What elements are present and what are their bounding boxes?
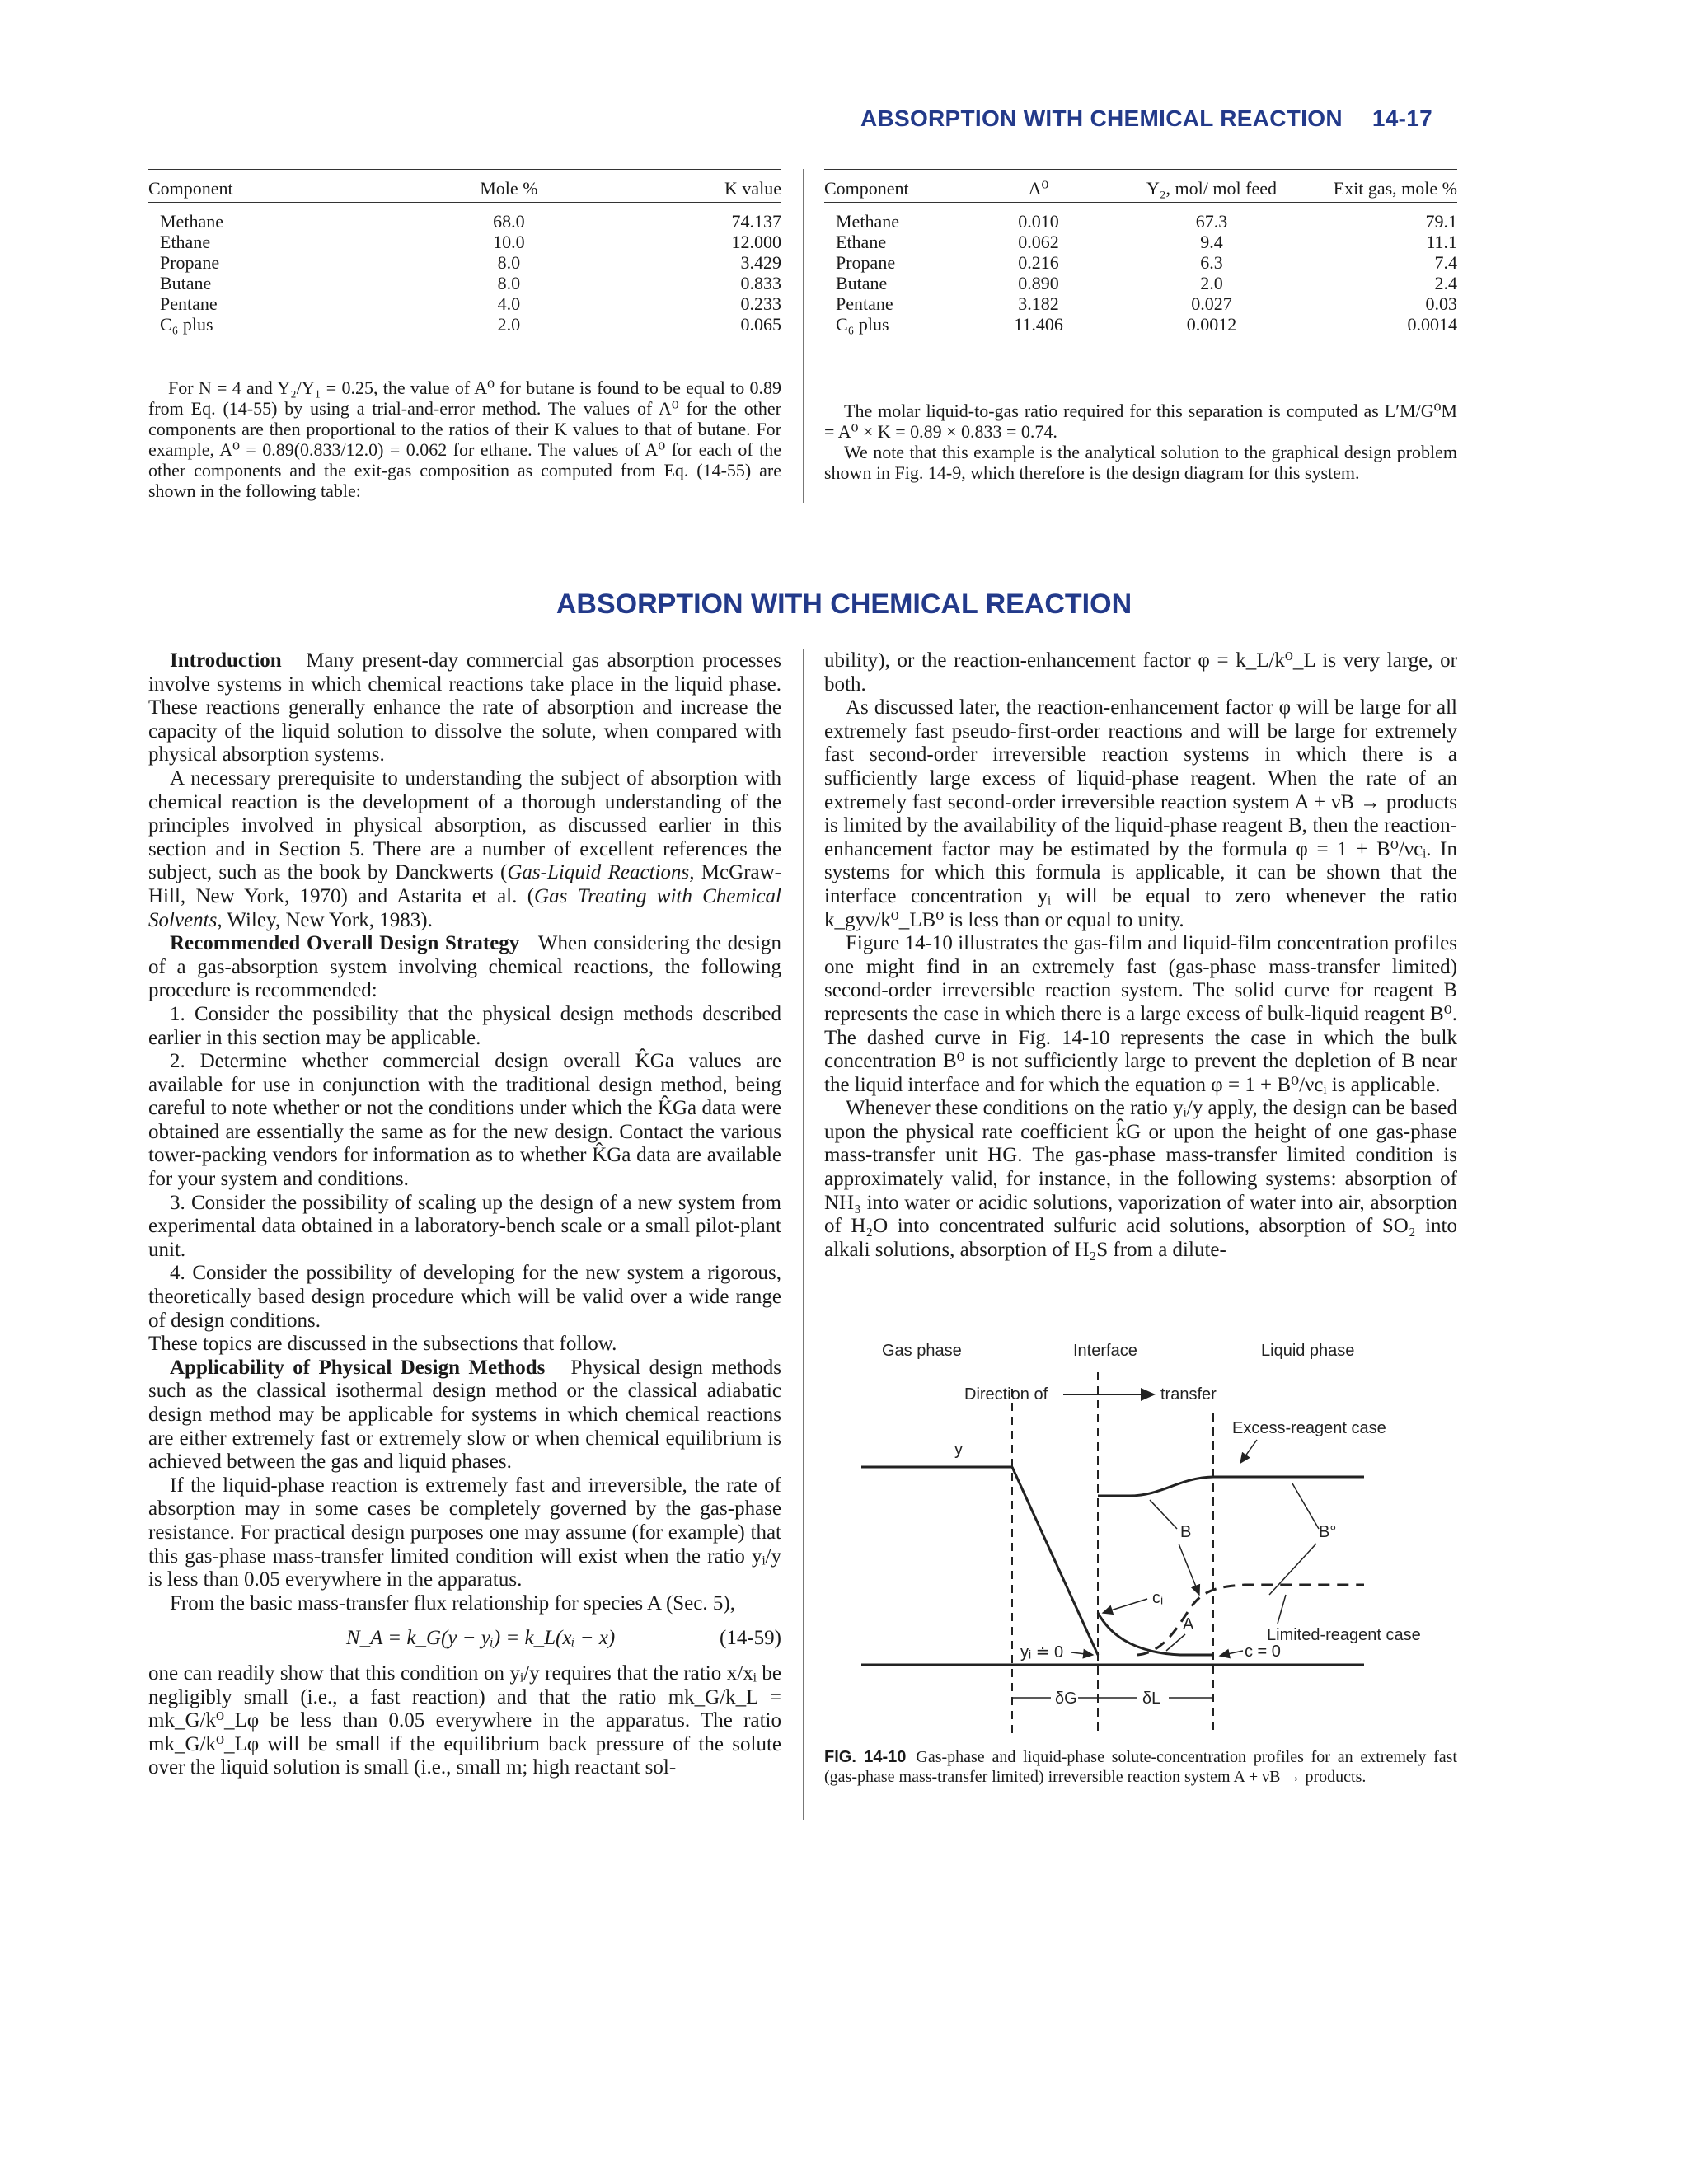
table-cell: 0.890 bbox=[1018, 273, 1059, 293]
table-header: K value bbox=[601, 170, 781, 203]
table-cell: 0.065 bbox=[601, 314, 781, 340]
applicability-paragraph bbox=[148, 1357, 781, 1474]
excess-reagent-label: Excess-reagent case bbox=[1232, 1419, 1386, 1437]
table-cell: 10.0 bbox=[493, 232, 525, 252]
table-cell: Propane bbox=[836, 252, 896, 273]
c-zero-label: c = 0 bbox=[1245, 1643, 1281, 1661]
equation-14-59 bbox=[148, 1627, 781, 1651]
table-cell: 0.027 bbox=[1191, 293, 1232, 314]
right-column bbox=[824, 649, 1457, 1262]
applicability-text: Physical design methods such as the classical isothermal design method or the classical adiabatic design method may be applicable for systems in which chemical reactions are either extremely fast or extremely slow or when chemical equilibrium is achieved between the gas and liquid phases. bbox=[148, 1356, 781, 1474]
limited-reagent-label: Limited-reagent case bbox=[1267, 1626, 1421, 1644]
direction-label: Direction of bbox=[964, 1385, 1048, 1404]
component-table bbox=[148, 169, 781, 340]
column-divider bbox=[803, 169, 804, 503]
table-cell: 9.4 bbox=[1200, 232, 1223, 252]
reagent-b-curve bbox=[1098, 1477, 1364, 1496]
table-row bbox=[824, 203, 1457, 232]
yi-zero-label: yᵢ ≐ 0 bbox=[1020, 1643, 1064, 1661]
example-paragraph: For N = 4 and Y₂/Y₁ = 0.25, the value of A⁰ for butane is found to be equal to 0.89 from Eq. (14-55) by using a trial-and-error method. The values of A⁰ for the other components are then proportional to the ratios of their K values to that of butane. For example, A⁰ = 0.89(0.833/12.0) = 0.062 for ethane. The values of A⁰ for each of the other components and the exit-gas composition as computed from Eq. (14-55) are shown in the following table: bbox=[148, 377, 781, 501]
table-cell: 67.3 bbox=[1195, 211, 1228, 232]
table-header: Exit gas, mole % bbox=[1327, 170, 1457, 203]
table-row bbox=[824, 252, 1457, 273]
prerequisite-text: Wiley, New York, 1983). bbox=[222, 908, 433, 931]
prerequisite-paragraph bbox=[148, 767, 781, 932]
table-header: Component bbox=[148, 170, 417, 203]
subhead-introduction: Introduction bbox=[170, 649, 282, 672]
table-cell: C₆ plus bbox=[824, 314, 981, 340]
table-cell: Methane bbox=[160, 211, 223, 232]
table-header: Component bbox=[824, 170, 981, 203]
equation-body: N_A = k_G(y − yᵢ) = k_L(xᵢ − x) bbox=[346, 1627, 616, 1650]
table-cell: 8.0 bbox=[497, 252, 521, 273]
transfer-label: transfer bbox=[1160, 1385, 1217, 1404]
list-item: 3. Consider the possibility of scaling up the design of a new system from experimental data obtained in a laboratory-bench scale or a small pilot-plant unit. bbox=[148, 1191, 781, 1261]
figure-discussion-paragraph: Figure 14-10 illustrates the gas-film and liquid-film concentration profiles one might find in an extremely fast (gas-phase mass-transfer limited) second-order irreversible reaction system. The solid curve for reagent B represents the case in which there is a large excess of bulk-liquid reagent B⁰. The dashed curve in Fig. 14-10 represents the case in which the bulk concentration B⁰ is not sufficiently large to prevent the depletion of B near the liquid interface and for which the equation φ = 1 + B⁰/νcᵢ is applicable. bbox=[824, 932, 1457, 1096]
b0-leader bbox=[1292, 1483, 1319, 1529]
table-cell: 0.03 bbox=[1425, 293, 1457, 314]
c-zero-pointer bbox=[1220, 1651, 1243, 1656]
table-row bbox=[824, 293, 1457, 314]
introduction-paragraph bbox=[148, 649, 781, 767]
table-row bbox=[148, 252, 781, 273]
table-cell: 2.4 bbox=[1434, 273, 1457, 293]
example-note: We note that this example is the analytical solution to the graphical design problem shown in Fig. 14-9, which therefore is the design diagram for this system. bbox=[824, 442, 1457, 483]
table-cell: Pentane bbox=[160, 293, 218, 314]
b0-label: B° bbox=[1319, 1523, 1337, 1541]
enhancement-paragraph: As discussed later, the reaction-enhancement factor φ will be large for all extremely fast pseudo-first-order reactions and will be large for extremely fast second-order irreversible reaction systems in which there is a sufficiently large excess of liquid-phase reagent. When the rate of an extremely fast second-order irreversible reaction system A + νB → products is limited by the availability of the liquid-phase reagent B, then the reaction-enhancement factor may be estimated by the formula φ = 1 + B⁰/νcᵢ. In systems for which this formula is applicable, it can be shown that the interface concentration yᵢ will be equal to zero whenever the ratio k_gyν/k⁰_LB⁰ is less than or equal to unity. bbox=[824, 696, 1457, 931]
table-cell: Butane bbox=[836, 273, 888, 293]
table-row bbox=[824, 232, 1457, 252]
table-cell: 3.182 bbox=[1018, 293, 1059, 314]
subhead-strategy: Recommended Overall Design Strategy bbox=[170, 932, 520, 955]
left-column bbox=[148, 649, 781, 1780]
a-label: A bbox=[1183, 1615, 1194, 1633]
table-cell: Ethane bbox=[160, 232, 211, 252]
delta-g-label: δG bbox=[1055, 1690, 1077, 1708]
table-header: Y₂, mol/ mol feed bbox=[1096, 170, 1327, 203]
exit-gas-table bbox=[824, 169, 1457, 340]
table-cell: 0.010 bbox=[1018, 211, 1059, 232]
table-row bbox=[148, 273, 781, 293]
limited-leader bbox=[1278, 1595, 1286, 1624]
condition-paragraph: one can readily show that this condition on yᵢ/y requires that the ratio x/xᵢ be negligibly small (i.e., a fast reaction) and that the ratio mk_G/k_L = mk_G/k⁰_Lφ be less than 0.05 everywhere in the apparatus. The ratio mk_G/k⁰_Lφ will be small if the equilibrium back pressure of the solute over the liquid solution is small (i.e., small m; high reactant sol- bbox=[148, 1661, 781, 1779]
table-cell: 0.0012 bbox=[1096, 314, 1327, 340]
prerequisite-text: A necessary prerequisite to understanding the subject of absorption with chemical reaction is the development of a thorough understanding of the principles involved in physical absorption, as discussed earlier in this section and in Section 5. There are a number of excellent references the subject, such as the book by Danckwerts ( bbox=[148, 766, 781, 884]
ci-label: cᵢ bbox=[1152, 1589, 1164, 1607]
table-cell: 12.000 bbox=[731, 232, 781, 252]
introduction-text: Many present-day commercial gas absorption processes involve systems in which chemical reactions take place in the liquid phase. These reactions generally enhance the rate of absorption and increase the capacity of the liquid solution to dissolve the solute, when compared with physical absorption systems. bbox=[148, 649, 781, 766]
example-conclusion bbox=[824, 401, 1457, 483]
table-row bbox=[148, 293, 781, 314]
b-dashed-leader bbox=[1179, 1544, 1199, 1595]
table-cell: 8.0 bbox=[497, 273, 521, 293]
table-row bbox=[148, 203, 781, 232]
gas-phase-label: Gas phase bbox=[882, 1342, 962, 1360]
table-row bbox=[824, 273, 1457, 293]
fast-reaction-paragraph: If the liquid-phase reaction is extremely fast and irreversible, the rate of absorption may in some cases be completely governed by the gas-phase resistance. For practical design purposes one may assume (for example) that this gas-phase mass-transfer limited condition will exist when the ratio yᵢ/y is less than 0.05 everywhere in the apparatus. bbox=[148, 1474, 781, 1591]
delta-l-label: δL bbox=[1142, 1690, 1161, 1708]
table-cell: Methane bbox=[836, 211, 899, 232]
table-row bbox=[824, 314, 1457, 340]
yi-pointer bbox=[1071, 1652, 1093, 1655]
table-cell: 2.0 bbox=[417, 314, 601, 340]
list-item: 1. Consider the possibility that the physical design methods described earlier in this section may be applicable. bbox=[148, 1002, 781, 1049]
table-cell: Propane bbox=[160, 252, 220, 273]
topics-note: These topics are discussed in the subsections that follow. bbox=[148, 1333, 617, 1356]
table-cell: 2.0 bbox=[1200, 273, 1223, 293]
design-basis-paragraph: Whenever these conditions on the ratio yᵢ/y apply, the design can be based upon the physical rate coefficient k̂G or upon the height of one gas-phase mass-transfer unit HG. The gas-phase mass-transfer limited condition is approximately valid, for instance, in the following systems: absorption of NH₃ into water or acidic solutions, vaporization of water into air, absorption of H₂O into concentrated sulfuric acid solutions, absorption of SO₂ into alkali solutions, absorption of H₂S from a dilute- bbox=[824, 1097, 1457, 1261]
page-number: 14-17 bbox=[1372, 105, 1432, 131]
table-cell: 4.0 bbox=[497, 293, 521, 314]
y-label: y bbox=[954, 1441, 963, 1459]
liquid-gas-ratio-text: The molar liquid-to-gas ratio required for this separation is computed as L′M/G⁰M = A⁰ × K = 0.89 × 0.833 = 0.74. bbox=[824, 401, 1457, 442]
ci-pointer bbox=[1103, 1599, 1147, 1613]
strategy-text: When considering the design of a gas-absorption system involving chemical reactions, the following procedure is recommended: bbox=[148, 932, 781, 1002]
table-cell: 79.1 bbox=[1425, 211, 1457, 232]
b-leader bbox=[1150, 1500, 1177, 1529]
excess-pointer bbox=[1240, 1440, 1257, 1463]
figure-caption bbox=[824, 1747, 1457, 1787]
table-cell: 0.233 bbox=[740, 293, 781, 314]
table-cell: C₆ plus bbox=[148, 314, 417, 340]
running-head bbox=[849, 105, 1432, 138]
figure-number: FIG. 14-10 bbox=[824, 1748, 907, 1766]
caption-text: Gas-phase and liquid-phase solute-concentration profiles for an extremely fast (gas-phase mass-transfer limited) irreversible reaction system A + νB → products. bbox=[824, 1748, 1457, 1786]
table-cell: 0.833 bbox=[740, 273, 781, 293]
table-cell: Pentane bbox=[836, 293, 893, 314]
table-cell: 7.4 bbox=[1434, 252, 1457, 273]
gas-film-gradient bbox=[1012, 1467, 1098, 1655]
table-header: A⁰ bbox=[981, 170, 1096, 203]
column-divider bbox=[803, 649, 804, 1820]
list-item: 4. Consider the possibility of developing for the new system a rigorous, theoretically based design procedure which will be valid over a wide range of design conditions. bbox=[148, 1262, 781, 1332]
a-leader bbox=[1166, 1634, 1185, 1651]
flux-paragraph: From the basic mass-transfer flux relationship for species A (Sec. 5), bbox=[170, 1591, 735, 1615]
table-cell: 11.406 bbox=[981, 314, 1096, 340]
table-cell: 0.062 bbox=[1018, 232, 1059, 252]
interface-label: Interface bbox=[1073, 1342, 1137, 1360]
concentration-profile-figure bbox=[857, 1323, 1434, 1735]
prerequisite-text: McGraw-Hill, New York, 1970) and Astarita et al. ( bbox=[148, 861, 781, 907]
table-row bbox=[148, 232, 781, 252]
list-item: 2. Determine whether commercial design overall K̂Ga values are available for use in conjunction with the traditional design method, being careful to note whether or not the conditions under which the K̂Ga data were obtained are essentially the same as for the new design. Contact the various tower-packing vendors for information as to whether K̂Ga data are available for your system and conditions. bbox=[148, 1050, 781, 1191]
book-title: Gas-Liquid Reactions, bbox=[507, 861, 695, 884]
section-title: ABSORPTION WITH CHEMICAL REACTION bbox=[556, 588, 1132, 620]
continuation-paragraph: ubility), or the reaction-enhancement factor φ = k_L/k⁰_L is very large, or both. bbox=[824, 649, 1457, 696]
running-head-title: ABSORPTION WITH CHEMICAL REACTION bbox=[860, 105, 1343, 131]
equation-number: (14-59) bbox=[720, 1627, 781, 1650]
table-cell: 3.429 bbox=[740, 252, 781, 273]
b-label: B bbox=[1180, 1523, 1192, 1541]
table-cell: 68.0 bbox=[493, 211, 525, 232]
table-cell: 11.1 bbox=[1426, 232, 1457, 252]
table-cell: 0.216 bbox=[1018, 252, 1059, 273]
table-header: Mole % bbox=[417, 170, 601, 203]
strategy-paragraph bbox=[148, 932, 781, 1003]
table-row bbox=[148, 314, 781, 340]
table-cell: Ethane bbox=[836, 232, 887, 252]
table-cell: 0.0014 bbox=[1327, 314, 1457, 340]
table-cell: 74.137 bbox=[731, 211, 781, 232]
book-title: Gas Treating with Chemical Solvents, bbox=[148, 884, 781, 931]
b0-dashed-leader bbox=[1269, 1544, 1316, 1595]
liquid-phase-label: Liquid phase bbox=[1261, 1342, 1355, 1360]
table-cell: 6.3 bbox=[1200, 252, 1223, 273]
subhead-applicability: Applicability of Physical Design Methods bbox=[170, 1356, 546, 1379]
table-cell: Butane bbox=[160, 273, 212, 293]
